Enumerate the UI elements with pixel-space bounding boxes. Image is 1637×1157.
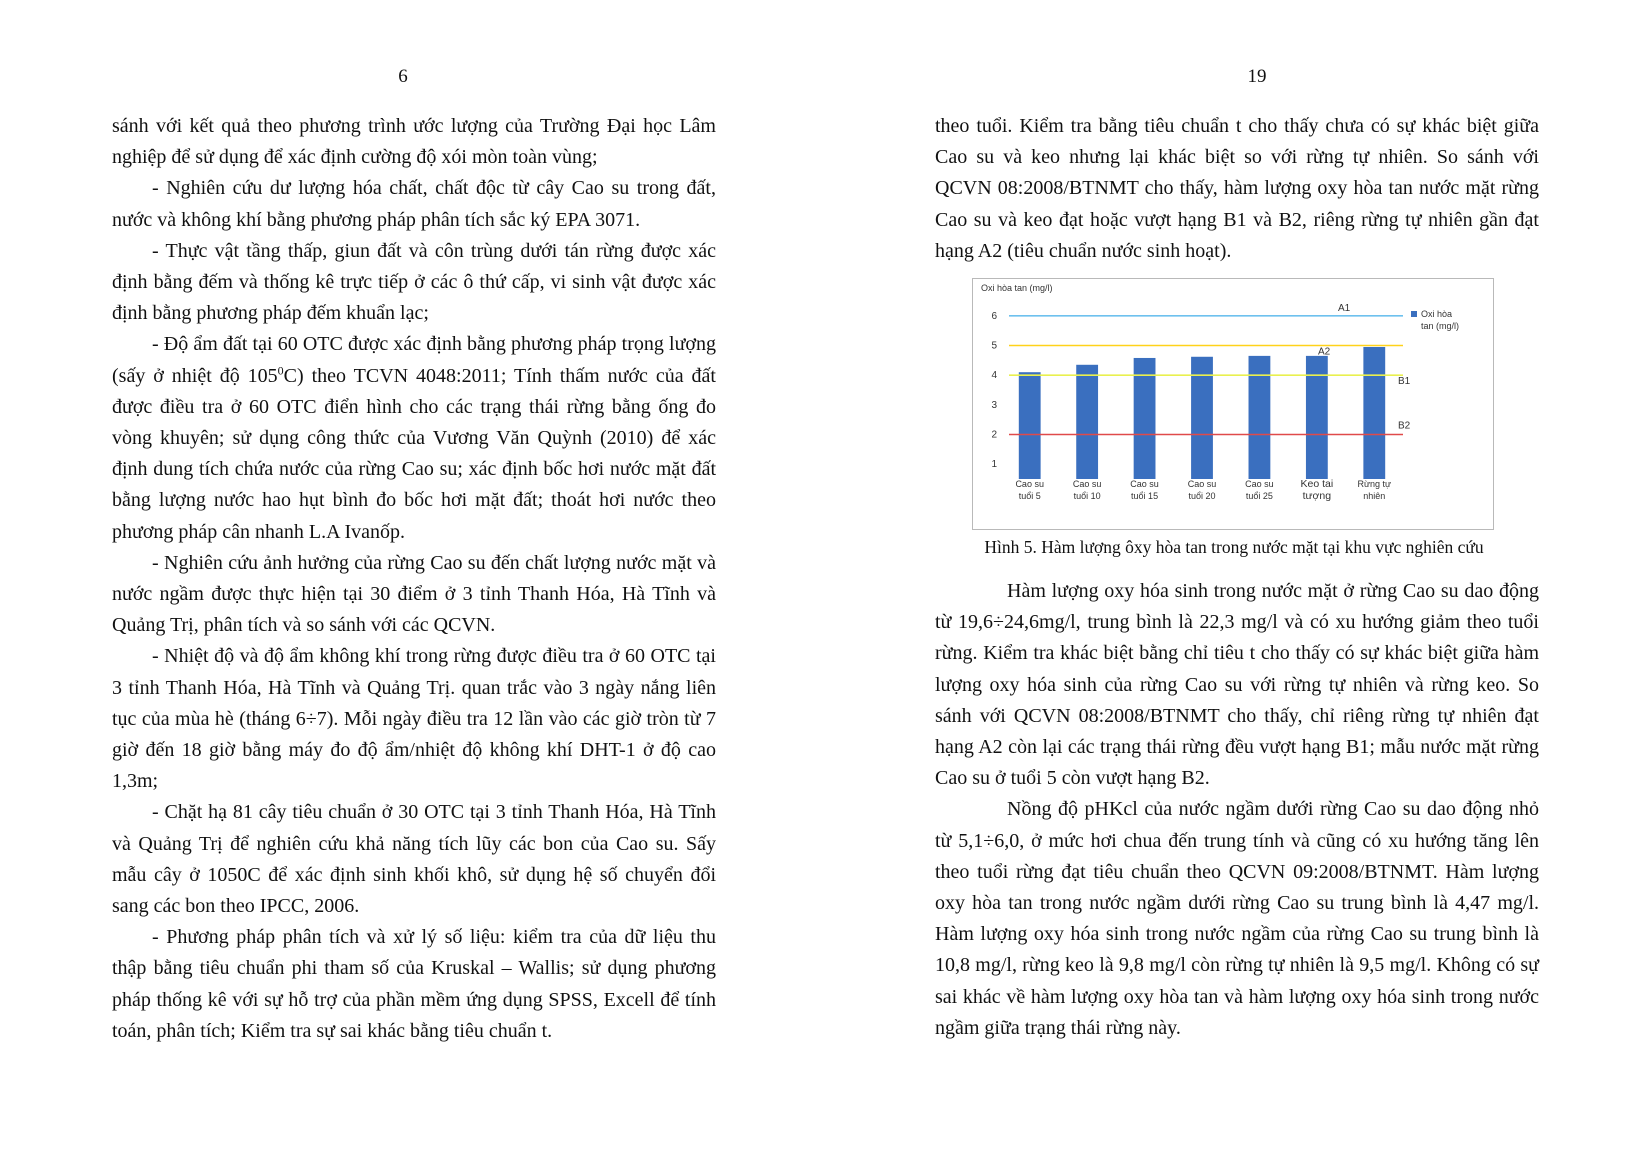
x-tick-label: Rừng tự bbox=[1357, 479, 1392, 489]
x-tick-label: Keo tai bbox=[1300, 478, 1334, 490]
bar bbox=[1306, 356, 1328, 479]
x-tick-label: Cao su bbox=[1072, 479, 1102, 489]
paragraph: - Nghiên cứu ảnh hưởng của rừng Cao su đến chất lượng nước mặt và nước ngầm được thực hiện tại 30 điểm ở 3 tỉnh Thanh Hóa, Hà Tĩnh và Quảng Trị, phân tích và so sánh với các QCVN. bbox=[112, 551, 716, 637]
y-tick-label: 6 bbox=[991, 310, 997, 322]
reference-label: A2 bbox=[1318, 346, 1331, 358]
x-tick-label: tuổi 5 bbox=[1018, 491, 1041, 501]
paragraph: Hàm lượng oxy hóa sinh trong nước mặt ở rừng Cao su dao động từ 19,6÷24,6mg/l, trung bình là 22,3 mg/l và có xu hướng giảm theo tuổi rừng. Kiểm tra khác biệt bằng chỉ tiêu t cho thấy có sự khác biệt giữa hàm lượng oxy hóa sinh của rừng Cao su với rừng tự nhiên và rừng keo. So sánh với QCVN 08:2008/BTNMT cho thấy, chỉ riêng rừng tự nhiên đạt hạng A2 còn lại các trạng thái rừng đều vượt hạng B1; mẫu nước mặt rừng Cao su ở tuổi 5 còn vượt hạng B2. bbox=[935, 580, 1539, 790]
left-text bbox=[112, 111, 716, 1047]
text-part: - Độ ẩm đất tại 60 OTC được xác định bằng phương pháp trọng lượng (sấy ở nhiệt độ 105 bbox=[112, 333, 716, 387]
bar bbox=[1076, 365, 1098, 479]
x-tick-label: Cao su bbox=[1187, 479, 1217, 489]
bar bbox=[1363, 347, 1385, 479]
right-text-top bbox=[935, 111, 1539, 267]
page-number: 6 bbox=[398, 66, 408, 87]
paragraph: - Phương pháp phân tích và xử lý số liệu: kiểm tra của dữ liệu thu thập bằng tiêu chuẩn phi tham số của Kruskal – Wallis; sử dụng phương pháp thống kê với sự hỗ trợ của phần mềm ứng dụng SPSS, Excell để tính toán, phân tích; Kiểm tra sự sai khác bằng tiêu chuẩn t. bbox=[112, 926, 716, 1042]
text-part: C) theo TCVN 4048:2011; Tính thấm nước của đất được điều tra ở 60 OTC điển hình cho các trạng thái rừng bằng ống đo vòng khuyên; sử dụng công thức của Vương Văn Quỳnh (2010) để xác định dung tích chứa nước của rừng Cao su; xác định bốc hơi nước mặt đất bằng lượng nước hao hụt bình đo bốc hơi mặt đất; thoát hơi nước theo phương pháp cân nhanh L.A Ivanốp. bbox=[112, 364, 716, 543]
y-axis-title: Oxi hòa tan (mg/l) bbox=[981, 283, 1053, 293]
paragraph: - Chặt hạ 81 cây tiêu chuẩn ở 30 OTC tại 3 tỉnh Thanh Hóa, Hà Tĩnh và Quảng Trị để nghiên cứu khả năng tích lũy các bon của Cao su. Sấy mẫu cây ở 1050C để xác định sinh khối khô, sử dụng hệ số chuyển đổi sang các bon theo IPCC, 2006. bbox=[112, 801, 716, 918]
paragraph: - Thực vật tầng thấp, giun đất và côn trùng dưới tán rừng được xác định bằng đếm và thống kê trực tiếp ở các ô thứ cấp, vi sinh vật được xác định bằng phương pháp đếm khuẩn lạc; bbox=[112, 239, 716, 325]
x-tick-label: Cao su bbox=[1015, 479, 1044, 489]
figure-caption: Hình 5. Hàm lượng ôxy hòa tan trong nước mặt tại khu vực nghiên cứu bbox=[984, 537, 1484, 557]
left-page bbox=[0, 0, 818, 1157]
page-number: 19 bbox=[1247, 66, 1267, 87]
x-tick-label: tuổi 10 bbox=[1073, 491, 1101, 501]
bar bbox=[1249, 356, 1271, 479]
x-tick-label: Cao su bbox=[1130, 479, 1159, 489]
superscript: 0 bbox=[277, 362, 284, 377]
paragraph: - Nhiệt độ và độ ẩm không khí trong rừng được điều tra ở 60 OTC tại 3 tỉnh Thanh Hóa, Hà Tĩnh và Quảng Trị. quan trắc vào 3 ngày nắng liên tục của mùa hè (tháng 6÷7). Mỗi ngày điều tra 12 lần vào các giờ tròn từ 7 giờ đến 18 giờ bằng máy đo độ ẩm/nhiệt độ không khí DHT-1 ở độ cao 1,3m; bbox=[112, 645, 716, 793]
legend-label: tan (mg/l) bbox=[1421, 321, 1460, 331]
legend-label: Oxi hòa bbox=[1421, 309, 1453, 319]
y-tick-label: 1 bbox=[991, 459, 997, 471]
y-tick-label: 4 bbox=[991, 370, 997, 382]
y-tick-label: 2 bbox=[991, 429, 997, 441]
reference-label: B1 bbox=[1398, 376, 1411, 388]
x-tick-label: Cao su bbox=[1245, 479, 1274, 489]
x-tick-label: tuổi 25 bbox=[1245, 491, 1273, 501]
dissolved-oxygen-chart bbox=[972, 278, 1494, 530]
paragraph-soil-moisture bbox=[112, 329, 716, 547]
reference-label: A1 bbox=[1338, 302, 1351, 314]
paragraph: Nồng độ pHKcl của nước ngầm dưới rừng Cao su dao động nhỏ từ 5,1÷6,0, ở mức hơi chua đến trung tính và cũng có xu hướng tăng lên theo tuổi rừng đạt tiêu chuẩn theo QCVN 09:2008/BTNMT. Hàm lượng oxy hòa tan trong nước ngầm dưới rừng Cao su trung bình là 4,47 mg/l. Hàm lượng oxy hóa sinh trong nước ngầm của rừng Cao su trung bình là 10,8 mg/l, rừng keo là 9,8 mg/l còn rừng tự nhiên là 9,5 mg/l. Không có sự sai khác về hàm lượng oxy hòa tan và hàm lượng oxy hóa sinh trong nước ngầm giữa trạng thái rừng này. bbox=[935, 798, 1539, 1039]
x-tick-label: nhiên bbox=[1363, 491, 1386, 501]
y-tick-label: 5 bbox=[991, 340, 997, 352]
paragraph: theo tuổi. Kiểm tra bằng tiêu chuẩn t cho thấy chưa có sự khác biệt giữa Cao su và keo nhưng lại khác biệt so với rừng tự nhiên. So sánh với QCVN 08:2008/BTNMT cho thấy, hàm lượng oxy hòa tan nước mặt rừng Cao su và keo đạt hoặc vượt hạng B1 và B2, riêng rừng tự nhiên gần đạt hạng A2 (tiêu chuẩn nước sinh hoạt). bbox=[935, 115, 1539, 262]
right-page bbox=[818, 0, 1636, 1157]
paragraph: - Nghiên cứu dư lượng hóa chất, chất độc từ cây Cao su trong đất, nước và không khí bằng phương pháp phân tích sắc ký EPA 3071. bbox=[112, 177, 716, 231]
reference-label: B2 bbox=[1398, 420, 1411, 432]
x-tick-label: tượng bbox=[1302, 490, 1332, 502]
x-tick-label: tuổi 20 bbox=[1188, 491, 1216, 501]
y-tick-label: 3 bbox=[991, 399, 997, 411]
x-tick-label: tuổi 15 bbox=[1131, 491, 1159, 501]
legend-swatch bbox=[1411, 311, 1417, 317]
chart-svg bbox=[973, 279, 1493, 529]
paragraph: sánh với kết quả theo phương trình ước lượng của Trường Đại học Lâm nghiệp để sử dụng để xác định cường độ xói mòn toàn vùng; bbox=[112, 115, 716, 169]
right-text-bottom bbox=[935, 576, 1539, 1044]
bar bbox=[1019, 372, 1041, 479]
bar bbox=[1134, 358, 1156, 479]
